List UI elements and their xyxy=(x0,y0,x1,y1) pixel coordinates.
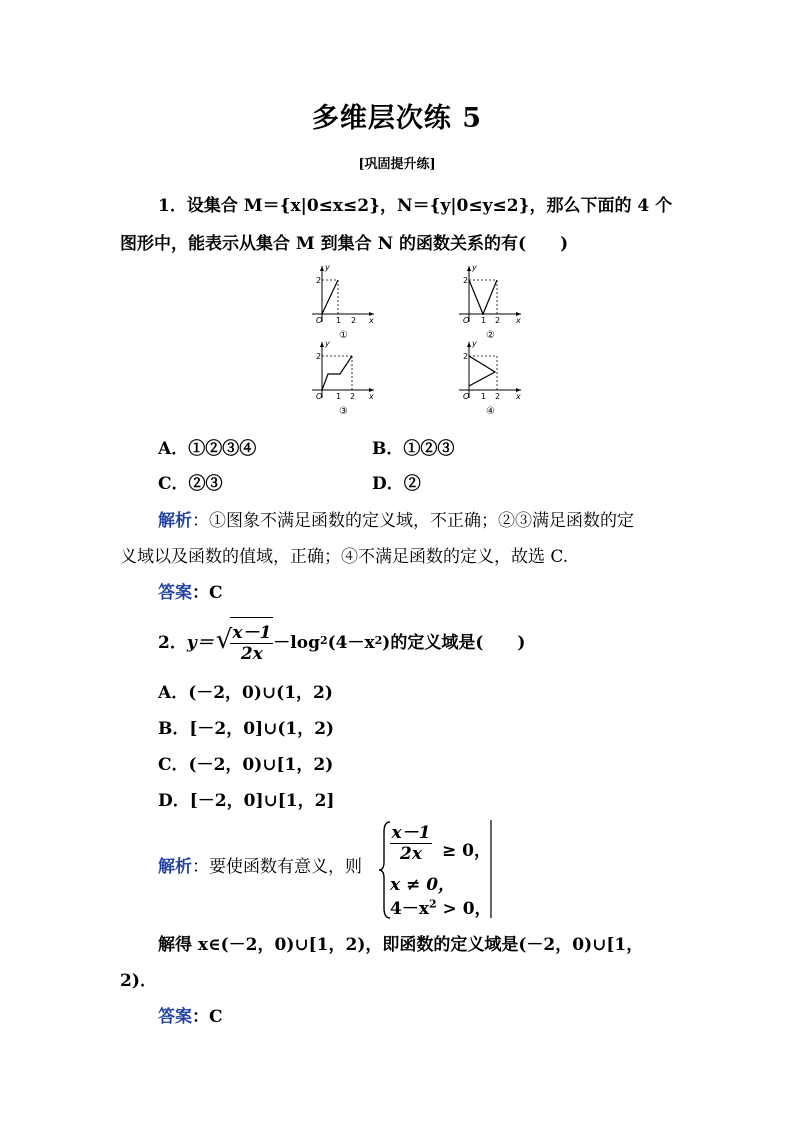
q1-analysis-label: 解析 xyxy=(158,511,192,531)
q1-figure-3 xyxy=(308,338,378,425)
fig2-label: ② xyxy=(486,330,495,341)
q2-sqrt-fraction xyxy=(230,617,273,664)
q1-option-b: B．①②③ xyxy=(372,439,455,459)
fig4-tick-2: 2 xyxy=(495,392,501,401)
q2-sys-fraction xyxy=(390,818,450,864)
q2-solve-line1: 解得 x∈(－2，0)∪[1，2)，即函数的定义域是(－2，0)∪[1， xyxy=(158,935,644,955)
fig2-origin: O xyxy=(463,316,470,325)
fig4-tick-y: 2 xyxy=(463,352,469,361)
fig4-axis-x: x xyxy=(516,392,521,401)
q2-option-b: B．[－2，0]∪(1，2) xyxy=(158,719,335,739)
fig1-label: ① xyxy=(339,330,348,341)
fig2-tick-2: 2 xyxy=(495,316,501,325)
fig4-axis-y: y xyxy=(472,339,477,348)
q2-analysis-text: ：要使函数有意义，则 xyxy=(192,857,362,877)
q2-analysis xyxy=(158,852,362,877)
q1-figure-1 xyxy=(308,262,378,349)
q2-inequality-system xyxy=(378,818,496,922)
q2-analysis-label: 解析 xyxy=(158,857,192,877)
q2-answer-value: ：C xyxy=(192,1007,223,1027)
q2-sys-den: 2x xyxy=(400,844,422,864)
section-subtitle: [巩固提升练] xyxy=(358,157,436,172)
q2-frac-num: x－1 xyxy=(230,618,273,644)
fig4-label: ④ xyxy=(486,406,495,417)
q1-stem-line1: 1．设集合 M＝{x|0≤x≤2}，N＝{y|0≤y≤2}，那么下面的 4 个 xyxy=(158,196,673,216)
q2-tail: )的定义域是( ) xyxy=(382,632,526,653)
fig1-axis-x: x xyxy=(369,316,374,325)
fig2-tick-y: 2 xyxy=(463,276,469,285)
page-title: 多维层次练 5 xyxy=(311,103,483,134)
q2-sys-line2: x ≠ 0， xyxy=(390,875,456,895)
fig1-tick-y: 2 xyxy=(316,276,322,285)
fig3-tick-1: 1 xyxy=(336,392,342,401)
q2-stem xyxy=(158,614,525,666)
right-bar-icon xyxy=(488,818,494,922)
q2-option-d: D．[－2，0]∪[1，2] xyxy=(158,791,335,811)
fig4-origin: O xyxy=(463,392,470,401)
q1-answer-label: 答案 xyxy=(158,583,192,603)
fig2-axis-x: x xyxy=(516,316,521,325)
q2-answer-label: 答案 xyxy=(158,1007,192,1027)
q1-option-a: A．①②③④ xyxy=(158,439,257,459)
fig3-tick-y: 2 xyxy=(316,352,322,361)
fig1-tick-2: 2 xyxy=(351,316,357,325)
fig3-axis-x: x xyxy=(369,392,374,401)
q1-analysis-text1: ：①图象不满足函数的定义域，不正确；②③满足函数的定 xyxy=(192,511,634,531)
q1-answer xyxy=(158,578,223,603)
fig3-tick-2: 2 xyxy=(350,392,356,401)
fig3-label: ③ xyxy=(339,406,348,417)
q2-sys-ineq1: ≥ 0， xyxy=(442,841,491,861)
fig3-origin: O xyxy=(316,392,323,401)
q2-log-base: 2 xyxy=(319,633,328,647)
q2-sys-line3: $4-x^2 > 0$， xyxy=(390,897,492,919)
q2-option-c: C．(－2，0)∪[1，2) xyxy=(158,755,334,775)
q2-log-exp: 2 xyxy=(374,633,383,647)
sqrt-icon: √ xyxy=(215,625,233,655)
fig2-tick-1: 1 xyxy=(481,316,487,325)
q2-option-a: A．(－2，0)∪(1，2) xyxy=(158,683,333,703)
q1-answer-value: ：C xyxy=(192,583,223,603)
q2-y-eq: y＝ xyxy=(186,632,214,653)
fig3-axis-y: y xyxy=(325,339,330,348)
q1-stem-line2: 图形中，能表示从集合 M 到集合 N 的函数关系的有( ) xyxy=(120,234,569,254)
q1-analysis-line2: 义域以及函数的值域，正确；④不满足函数的定义，故选 C. xyxy=(120,547,569,567)
q1-figure-2 xyxy=(455,262,525,349)
fig2-axis-y: y xyxy=(472,263,477,272)
fig1-origin: O xyxy=(316,316,323,325)
q1-option-d: D．② xyxy=(372,474,421,494)
fig4-tick-1: 1 xyxy=(481,392,487,401)
q1-figure-4 xyxy=(455,338,525,425)
fig1-axis-y: y xyxy=(325,263,330,272)
q2-answer xyxy=(158,1002,223,1027)
q2-log: －log xyxy=(273,632,320,653)
q2-sys-num: x－1 xyxy=(390,818,432,844)
q2-prefix: 2． xyxy=(158,632,187,653)
q2-log-arg: (4－x xyxy=(327,632,375,653)
q2-frac-den: 2x xyxy=(240,643,263,664)
q2-solve-line2: 2)． xyxy=(120,971,157,991)
fig1-tick-1: 1 xyxy=(336,316,342,325)
q1-option-c: C．②③ xyxy=(158,474,223,494)
q1-analysis-line1 xyxy=(158,506,634,531)
